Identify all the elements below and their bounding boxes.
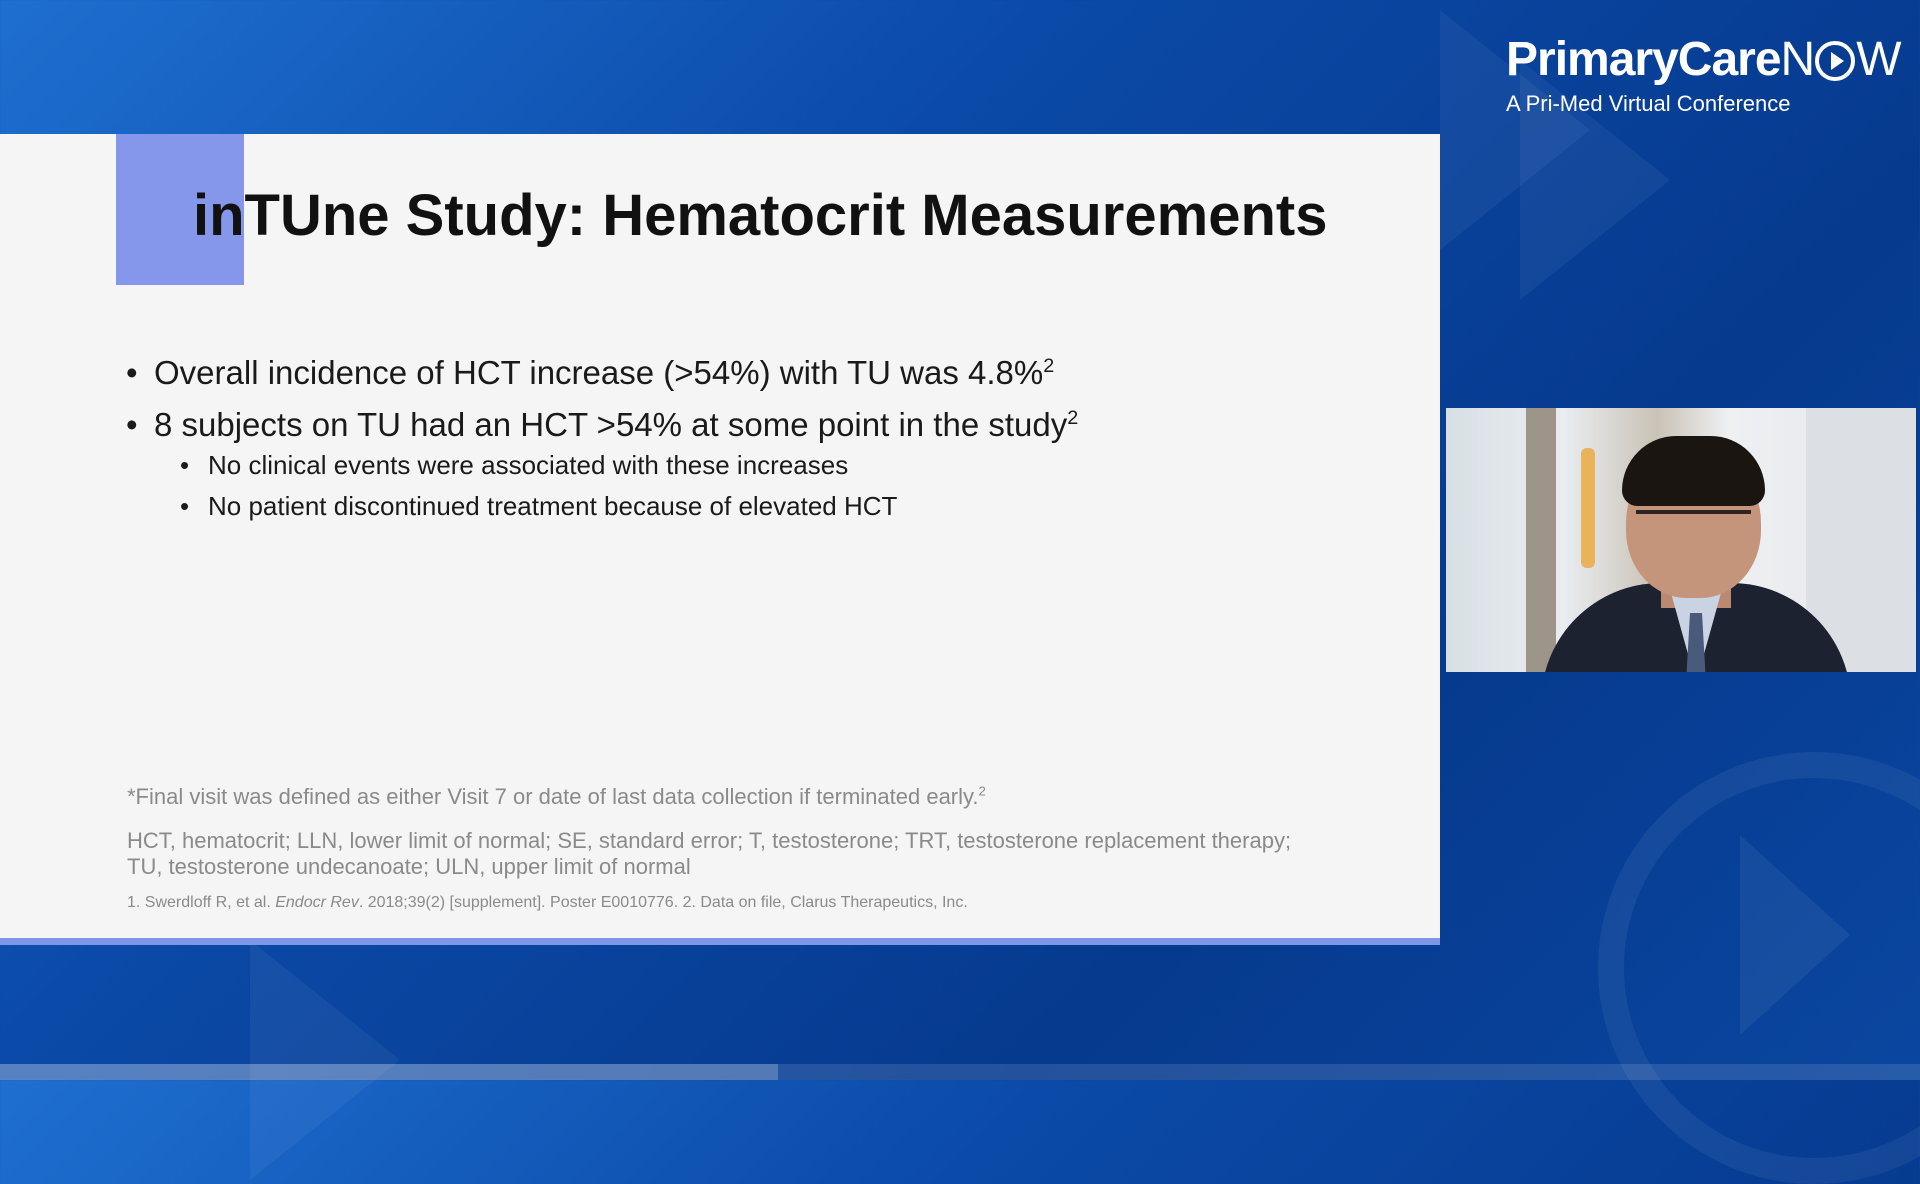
bullet-dot-icon: • [180, 450, 190, 480]
presentation-slide [0, 134, 1440, 938]
bullet-text: Overall incidence of HCT increase (>54%) with TU was 4.8% [154, 354, 1044, 391]
speaker-hair [1622, 436, 1765, 506]
sub-bullet-item [180, 450, 1078, 481]
bullet-item [126, 354, 1078, 392]
video-wall-lamp [1581, 448, 1595, 568]
citation-superscript: 2 [1067, 407, 1079, 429]
abbreviations-footnote [127, 828, 1291, 880]
background-chevron-shape [250, 940, 400, 1180]
bullet-list [126, 354, 1078, 532]
abbreviations-line: HCT, hematocrit; LLN, lower limit of normal; SE, standard error; T, testosterone; TRT, testosterone replacement therapy; [127, 828, 1292, 853]
slide-title: inTUne Study: Hematocrit Measurements [193, 183, 1328, 248]
logo-subtitle: A Pri-Med Virtual Conference [1506, 91, 1791, 116]
playback-progress-fill [0, 1064, 778, 1080]
background-play-triangle-shape [1740, 835, 1850, 1035]
video-background-pillar [1526, 408, 1556, 672]
sub-bullet-text: No clinical events were associated with these increases [208, 450, 849, 480]
reference-journal: Endocr Rev [275, 894, 359, 911]
bullet-dot-icon: • [180, 491, 190, 521]
bullet-text: 8 subjects on TU had an HCT >54% at some point in the study [154, 406, 1068, 443]
play-circle-icon [1815, 41, 1855, 81]
primarycare-now-logo [1506, 32, 1901, 117]
bullet-item [126, 406, 1078, 444]
logo-wordmark [1506, 32, 1901, 87]
final-visit-footnote [127, 784, 986, 810]
logo-primarycare-text: PrimaryCare [1506, 33, 1781, 86]
speaker-video-feed [1446, 408, 1916, 672]
logo-now-text-start: N [1780, 33, 1815, 86]
reference-text: . 2018;39(2) [supplement]. Poster E0010776. 2. Data on file, Clarus Therapeutics, Inc. [358, 894, 968, 911]
citation-superscript: 2 [978, 783, 986, 799]
reference-text: 1. Swerdloff R, et al. [127, 894, 276, 911]
bullet-dot-icon: • [126, 406, 138, 443]
logo-now-text-end: W [1856, 33, 1901, 86]
footnote-text: *Final visit was defined as either Visit 7 or date of last data collection if terminated early. [127, 784, 979, 809]
slide-bottom-accent-bar [0, 938, 1440, 945]
abbreviations-line: TU, testosterone undecanoate; ULN, upper limit of normal [127, 854, 691, 879]
speaker-glasses [1636, 510, 1751, 534]
references-footnote [127, 894, 968, 912]
bullet-dot-icon: • [126, 354, 138, 391]
citation-superscript: 2 [1043, 355, 1055, 377]
sub-bullet-text: No patient discontinued treatment because of elevated HCT [208, 491, 898, 521]
sub-bullet-item [180, 491, 1078, 522]
